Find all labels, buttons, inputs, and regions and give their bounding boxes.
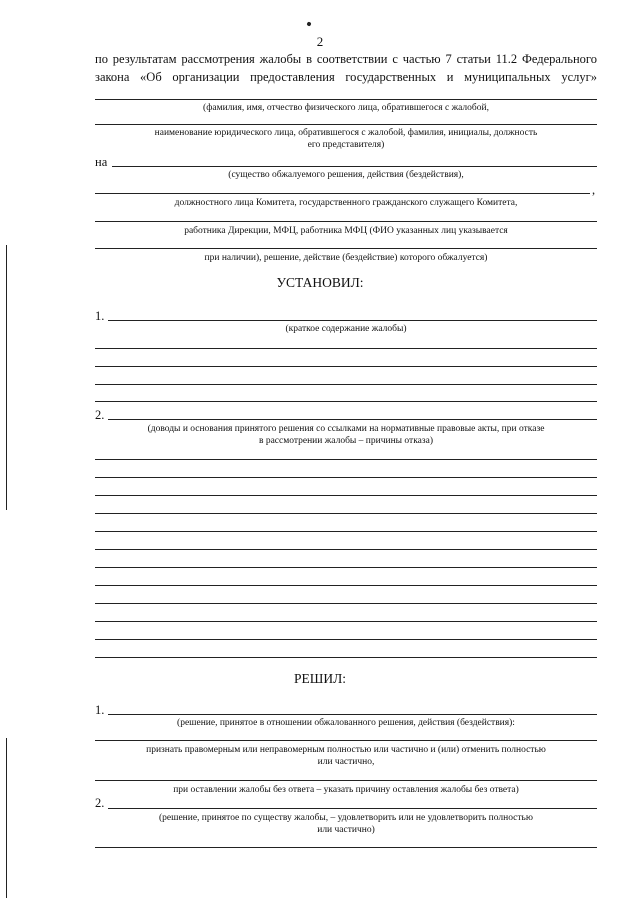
page-number: 2 [316, 34, 324, 49]
established-item-1-line-5[interactable] [95, 401, 597, 402]
decided-item-1-text-a: признать правомерным или неправомерным полностью или частично и (или) отменить полностью [146, 745, 546, 755]
caption-subject: (существо обжалуемого решения, действия (бездействия), [228, 170, 464, 180]
established-item-2-line-2[interactable] [95, 459, 597, 460]
fill-line-applicant-2[interactable] [95, 124, 597, 125]
established-item-1-caption: (краткое содержание жалобы) [285, 324, 407, 334]
fill-line-subject[interactable] [112, 166, 597, 167]
decided-item-2-line-2[interactable] [95, 847, 597, 848]
intro-line-2: закона «Об организации предоставления государственных и муниципальных услуг» [95, 70, 597, 84]
decided-item-2-caption-a: (решение, принятое по существу жалобы, – удовлетворить или не удовлетворить полностью [159, 813, 533, 823]
established-item-1-number: 1. [95, 309, 105, 323]
established-item-2-line-4[interactable] [95, 495, 597, 496]
established-item-1-line[interactable] [108, 320, 597, 321]
established-item-1-line-3[interactable] [95, 366, 597, 367]
caption-applicant-legal-a: наименование юридического лица, обратившегося с жалобой, фамилия, инициалы, должность [154, 128, 538, 138]
fill-line-official[interactable] [95, 221, 597, 222]
established-item-2-line[interactable] [108, 419, 597, 420]
established-item-2-line-6[interactable] [95, 531, 597, 532]
decided-item-1-line-2[interactable] [95, 740, 597, 741]
comma-mark: , [592, 183, 596, 197]
na-label: на [95, 155, 108, 169]
decided-item-1-text-b: или частично, [317, 757, 375, 767]
caption-worker: работника Дирекции, МФЦ, работника МФЦ (ФИО указанных лиц указывается [184, 226, 508, 236]
fill-line-applicant[interactable] [95, 99, 597, 100]
established-item-2-line-7[interactable] [95, 549, 597, 550]
caption-applicant-legal-b: его представителя) [307, 140, 385, 150]
caption-applicant-person: (фамилия, имя, отчество физического лица, обратившегося с жалобой, [203, 103, 489, 113]
established-item-2-number: 2. [95, 408, 105, 422]
established-item-2-line-9[interactable] [95, 585, 597, 586]
decided-item-1-line-3[interactable] [95, 780, 597, 781]
decided-item-2-caption-b: или частично) [317, 825, 375, 835]
established-item-2-line-11[interactable] [95, 621, 597, 622]
decided-item-2-number: 2. [95, 796, 105, 810]
established-item-1-line-2[interactable] [95, 348, 597, 349]
established-item-2-line-10[interactable] [95, 603, 597, 604]
fill-line-subject-2[interactable] [95, 193, 590, 194]
heading-decided: РЕШИЛ: [293, 671, 347, 686]
fill-line-worker[interactable] [95, 248, 597, 249]
decided-item-1-text-c: при оставлении жалобы без ответа – указать причину оставления жалобы без ответа) [173, 785, 519, 795]
decided-item-1-number: 1. [95, 703, 105, 717]
decided-item-1-line[interactable] [108, 714, 597, 715]
established-item-2-line-8[interactable] [95, 567, 597, 568]
established-item-2-line-3[interactable] [95, 477, 597, 478]
decided-item-1-caption: (решение, принятое в отношении обжалованного решения, действия (бездействия): [177, 718, 515, 728]
scan-speck [306, 21, 311, 26]
established-item-2-caption-b: в рассмотрении жалобы – причины отказа) [258, 436, 434, 446]
established-item-2-line-5[interactable] [95, 513, 597, 514]
scan-margin-bar-lower [6, 738, 7, 898]
decided-item-2-line[interactable] [108, 808, 597, 809]
established-item-2-line-13[interactable] [95, 657, 597, 658]
caption-appealed: при наличии), решение, действие (бездействие) которого обжалуется) [204, 253, 488, 263]
established-item-1-line-4[interactable] [95, 384, 597, 385]
intro-line-1: по результатам рассмотрения жалобы в соответствии с частью 7 статьи 11.2 Федерального [95, 52, 597, 66]
established-item-2-line-12[interactable] [95, 639, 597, 640]
caption-official: должностного лица Комитета, государственного гражданского служащего Комитета, [174, 198, 518, 208]
established-item-2-caption-a: (доводы и основания принятого решения со ссылками на нормативные правовые акты, при отказе [147, 424, 545, 434]
heading-established: УСТАНОВИЛ: [276, 275, 364, 290]
